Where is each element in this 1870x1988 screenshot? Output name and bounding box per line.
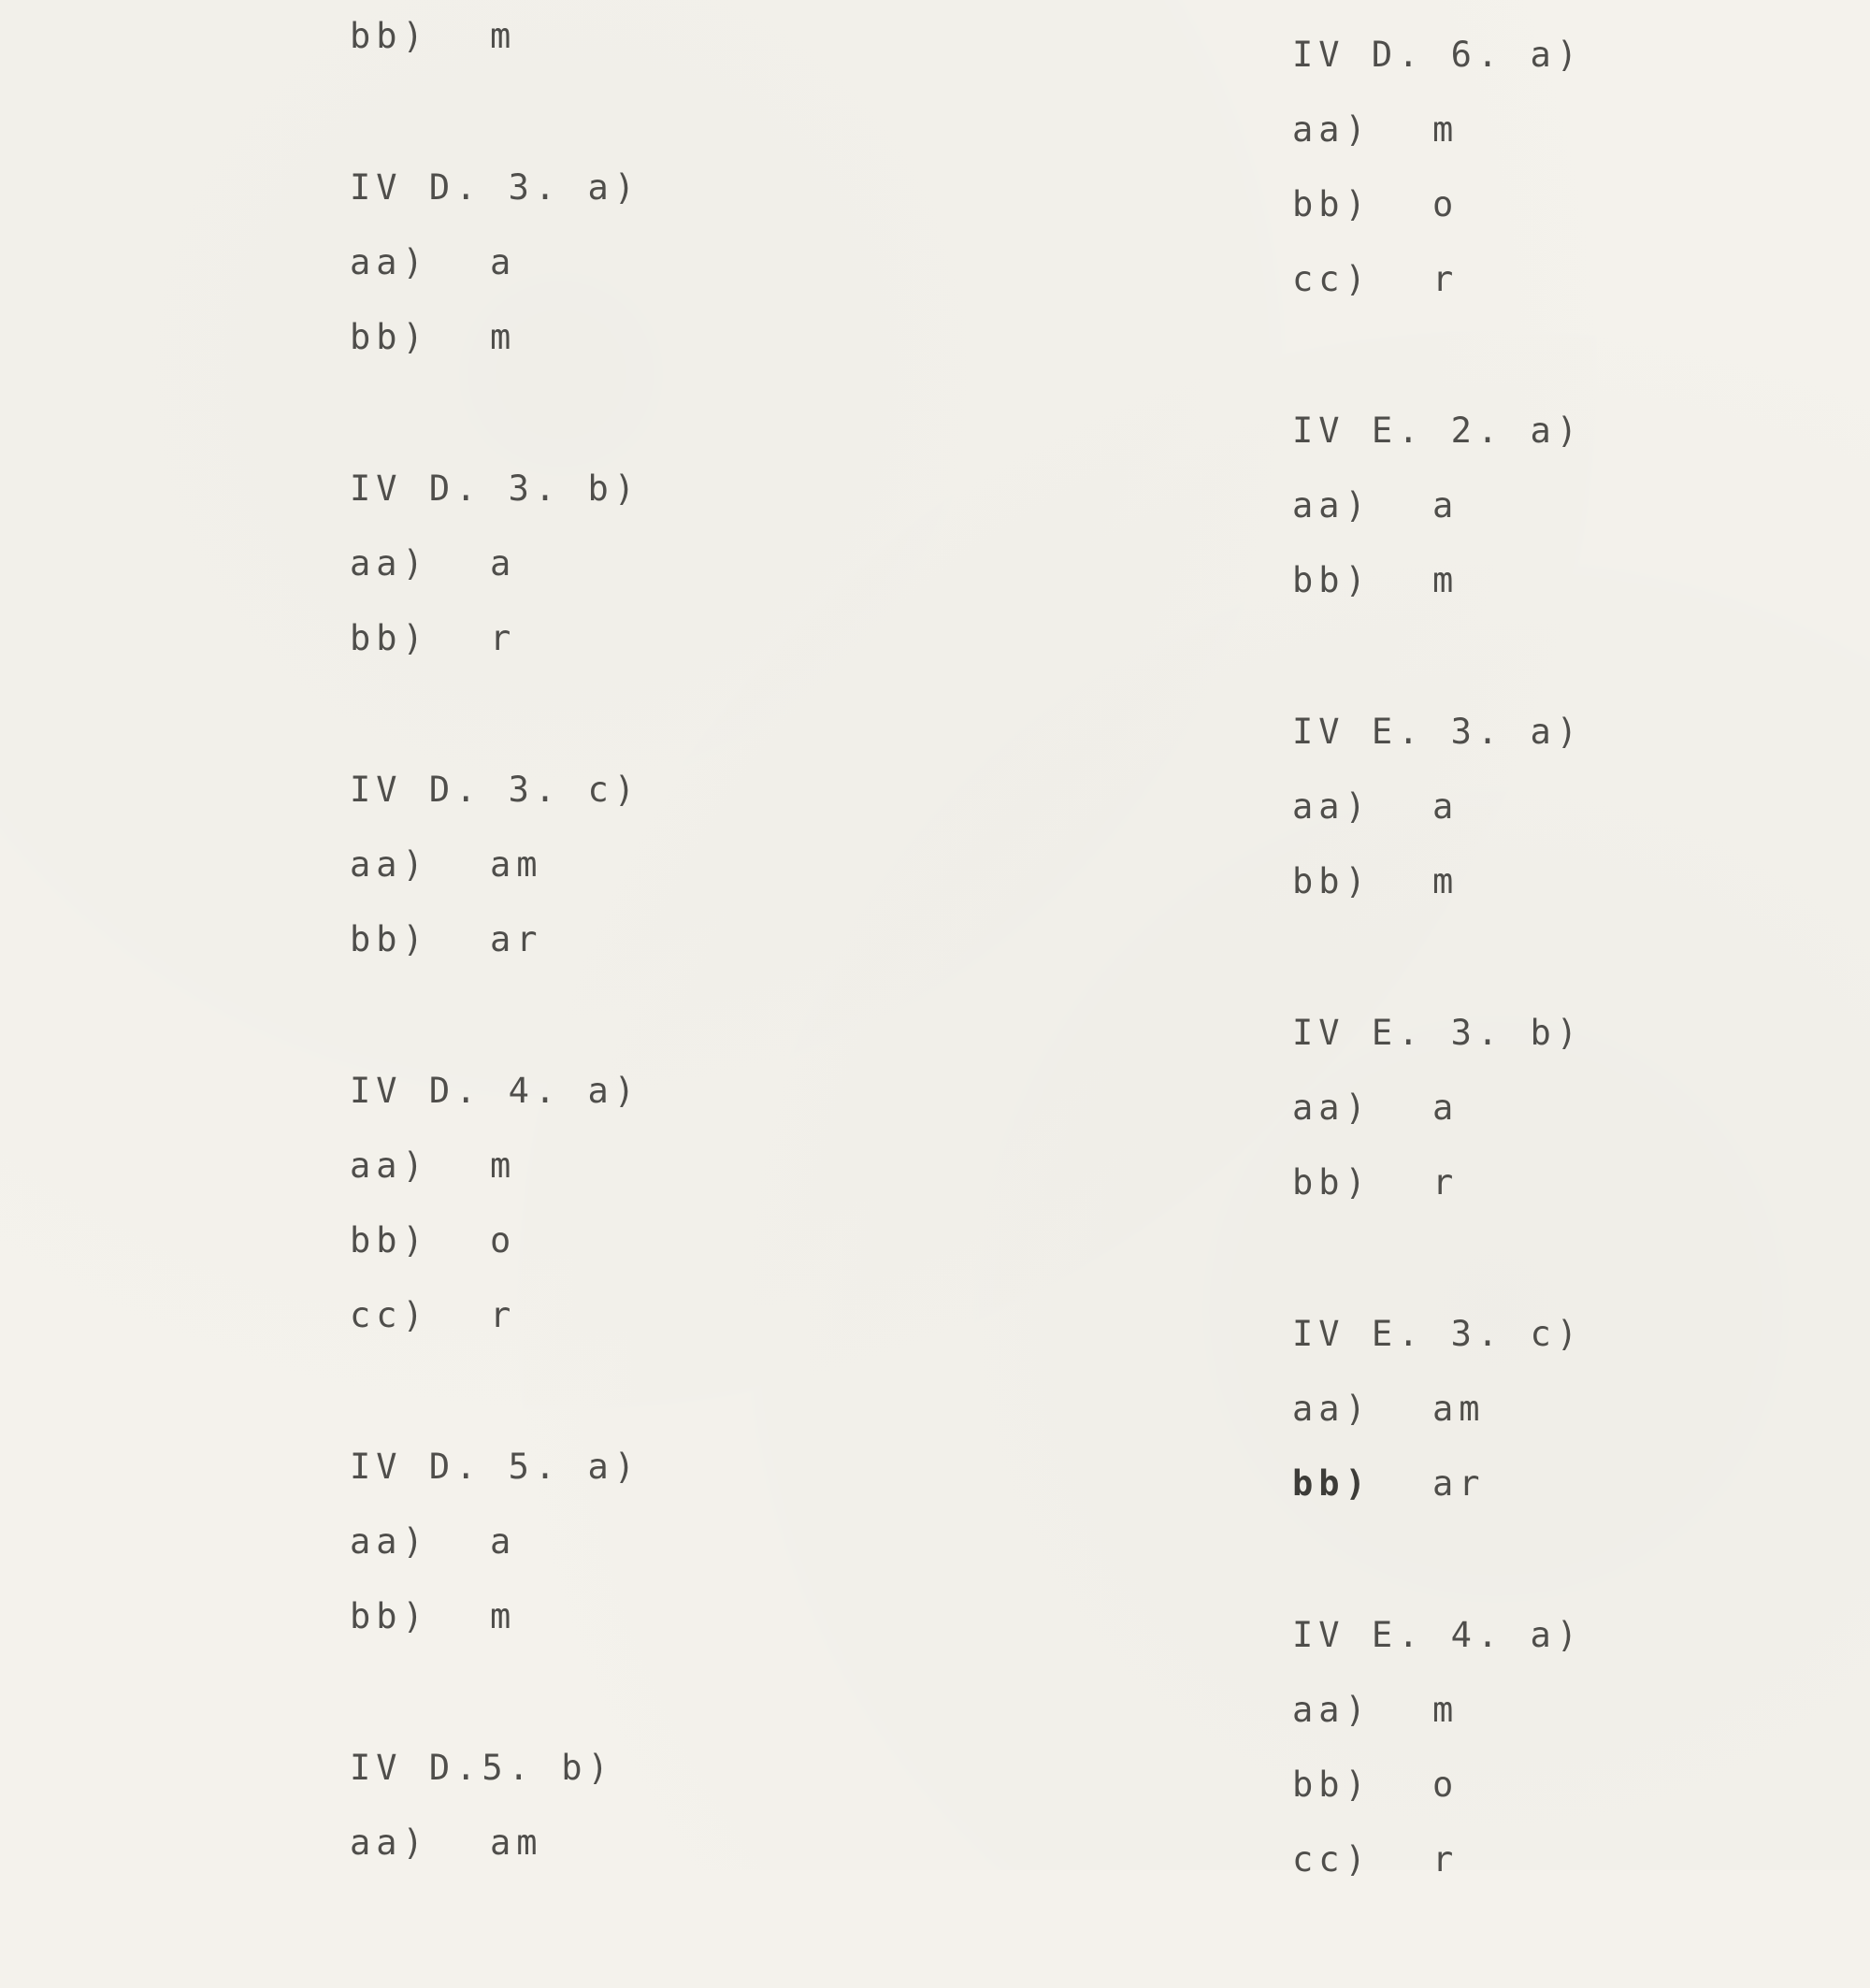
item-value: a [1432,485,1460,526]
section-heading: IV E. 3. a) [1292,712,1584,752]
item-value: a [490,543,517,583]
item-key: bb) [350,1220,429,1261]
item-key: cc) [1292,259,1372,299]
item-key: bb) [1292,861,1372,901]
list-item [1292,181,1583,256]
item-key: aa) [350,543,429,583]
section-iv-e-3-c [1292,1311,1583,1535]
left-top-fragment [350,13,640,88]
list-item [350,314,640,389]
item-value: a [490,242,517,282]
item-value: r [1432,1839,1460,1880]
right-column [1292,32,1583,1988]
section-iv-e-3-b [1292,1010,1583,1234]
item-key: aa) [1292,485,1372,526]
list-item [1292,483,1583,557]
section-heading: IV E. 3. b) [1292,1013,1584,1053]
item-value: r [1432,1162,1460,1203]
section-iv-d-6-a [1292,32,1583,331]
list-item [350,1292,640,1367]
list-item [1292,1461,1583,1535]
item-key: aa) [1292,1389,1372,1429]
item-value: r [490,618,517,658]
item-key: aa) [350,1822,429,1863]
item-value: m [1432,109,1460,150]
list-item [1292,1160,1583,1234]
item-value: a [490,1521,517,1562]
item-key: aa) [1292,1088,1372,1128]
left-column [350,13,640,1971]
section-iv-e-2-a [1292,408,1583,632]
item-key: bb) [350,1596,429,1636]
list-item [350,615,640,690]
section-heading: IV D. 4. a) [350,1071,641,1111]
list-item [350,1593,640,1668]
section-iv-d-5-a [350,1444,640,1668]
list-item [1292,1687,1583,1762]
item-key: aa) [350,242,429,282]
section-heading: IV D. 5. a) [350,1447,641,1487]
item-key: aa) [350,844,429,885]
list-item [1292,256,1583,331]
item-key: bb) [1292,1463,1372,1504]
list-item [1292,107,1583,181]
item-key: cc) [350,1295,429,1335]
item-value: r [1432,259,1460,299]
list-item [350,1820,640,1894]
item-key: aa) [1292,109,1372,150]
section-iv-d-3-a [350,165,640,389]
item-key: cc) [1292,1839,1372,1880]
item-value: m [490,1145,517,1186]
item-key: bb) [1292,1162,1372,1203]
list-item [350,1519,640,1593]
item-value: ar [1432,1463,1486,1504]
item-key: bb) [350,618,429,658]
list-item [350,540,640,615]
item-value: a [1432,786,1460,827]
list-item [1292,1386,1583,1461]
item-key: bb) [350,16,429,56]
item-value: am [1432,1389,1486,1429]
item-value: o [490,1220,517,1261]
item-value: o [1432,184,1460,224]
item-key: bb) [1292,184,1372,224]
item-value: am [490,1822,543,1863]
item-value: m [1432,861,1460,901]
list-item [350,916,640,991]
item-key: bb) [1292,560,1372,600]
section-heading: IV D. 6. a) [1292,35,1584,75]
section-heading: IV E. 3. c) [1292,1314,1584,1354]
list-item [350,1143,640,1217]
list-item [350,842,640,916]
section-heading: IV D. 3. b) [350,468,641,509]
item-key: bb) [350,919,429,959]
section-heading: IV E. 4. a) [1292,1615,1584,1655]
item-key: aa) [350,1145,429,1186]
item-value: m [490,317,517,357]
item-value: am [490,844,543,885]
item-key: aa) [1292,786,1372,827]
section-heading: IV E. 2. a) [1292,411,1584,451]
list-item [350,13,640,88]
section-heading: IV D. 3. c) [350,770,641,810]
list-item [1292,557,1583,632]
item-value: m [1432,560,1460,600]
section-heading: IV D.5. b) [350,1748,614,1788]
section-iv-d-3-c [350,767,640,991]
item-value: m [490,16,517,56]
item-key: bb) [350,317,429,357]
section-iv-d-4-a [350,1068,640,1367]
item-key: bb) [1292,1765,1372,1805]
item-key: aa) [1292,1690,1372,1730]
item-value: o [1432,1765,1460,1805]
item-value: a [1432,1088,1460,1128]
list-item [1292,784,1583,858]
section-iv-e-3-a [1292,709,1583,933]
item-value: m [490,1596,517,1636]
list-item [1292,1837,1583,1911]
list-item [350,1217,640,1292]
section-iv-d-3-b [350,466,640,690]
section-iv-e-4-a [1292,1612,1583,1911]
list-item [1292,1762,1583,1837]
section-heading: IV D. 3. a) [350,167,641,208]
item-value: m [1432,1690,1460,1730]
item-key: aa) [350,1521,429,1562]
item-value: ar [490,919,543,959]
list-item [1292,858,1583,933]
list-item [350,239,640,314]
list-item [1292,1085,1583,1160]
section-iv-d-5-b [350,1745,640,1894]
item-value: r [490,1295,517,1335]
